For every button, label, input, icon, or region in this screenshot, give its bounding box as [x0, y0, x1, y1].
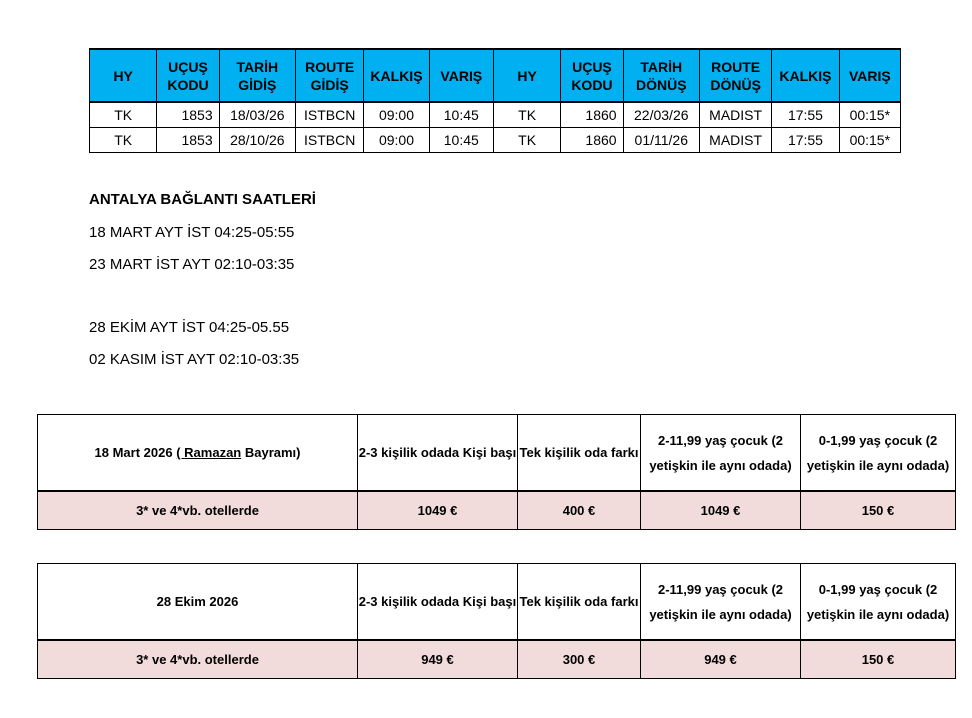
cell-departure: 17:55: [772, 102, 839, 128]
flight-schedule-table: [89, 48, 901, 153]
table-row: [90, 128, 901, 153]
cell-date: 18/03/26: [219, 102, 295, 128]
cell-route: ISTBCN: [296, 102, 364, 128]
cell-departure: 17:55: [772, 128, 839, 153]
price-double-room: 949 €: [358, 640, 518, 679]
price-child: 949 €: [641, 640, 801, 679]
col-header-single-supplement: Tek kişilik oda farkı: [518, 564, 641, 641]
row-label: 3* ve 4*vb. otellerde: [38, 640, 358, 679]
cell-arrival: 00:15*: [839, 128, 900, 153]
col-header: UÇUŞ KODU: [157, 49, 219, 102]
price-table-title: 18 Mart 2026 ( Ramazan Bayramı): [38, 415, 358, 492]
cell-route: MADIST: [699, 102, 771, 128]
price-table-march: [37, 414, 956, 530]
col-header: ROUTE DÖNÜŞ: [699, 49, 771, 102]
cell-arrival: 10:45: [429, 128, 493, 153]
col-header-infant-0-1: 0-1,99 yaş çocuk (2 yetişkin ile aynı odada): [801, 415, 956, 492]
col-header: HY: [493, 49, 560, 102]
connection-line: 23 MART İST AYT 02:10-03:35: [89, 256, 295, 273]
flight-header-row: [90, 49, 901, 102]
price-header-row: [38, 415, 956, 492]
col-header: ROUTE GİDİŞ: [296, 49, 364, 102]
col-header: VARIŞ: [839, 49, 900, 102]
connection-line: 28 EKİM AYT İST 04:25-05.55: [89, 319, 290, 336]
cell-date: 22/03/26: [623, 102, 699, 128]
col-header-child-2-11: 2-11,99 yaş çocuk (2 yetişkin ile aynı odada): [641, 415, 801, 492]
price-infant: 150 €: [801, 640, 956, 679]
col-header: TARİH DÖNÜŞ: [623, 49, 699, 102]
price-table-title: 28 Ekim 2026: [38, 564, 358, 641]
cell-date: 01/11/26: [623, 128, 699, 153]
col-header: VARIŞ: [429, 49, 493, 102]
cell-date: 28/10/26: [219, 128, 295, 153]
price-row: [38, 640, 956, 679]
col-header: UÇUŞ KODU: [561, 49, 623, 102]
price-header-row: [38, 564, 956, 641]
col-header: KALKIŞ: [772, 49, 839, 102]
cell-departure: 09:00: [364, 128, 429, 153]
col-header-single-supplement: Tek kişilik oda farkı: [518, 415, 641, 492]
cell-route: MADIST: [699, 128, 771, 153]
price-double-room: 1049 €: [358, 491, 518, 530]
price-table-october: [37, 563, 956, 679]
col-header-infant-0-1: 0-1,99 yaş çocuk (2 yetişkin ile aynı odada): [801, 564, 956, 641]
col-header-double-room: 2-3 kişilik odada Kişi başı: [358, 564, 518, 641]
price-child: 1049 €: [641, 491, 801, 530]
cell-flight-code: 1860: [561, 128, 623, 153]
col-header: KALKIŞ: [364, 49, 429, 102]
col-header-double-room: 2-3 kişilik odada Kişi başı: [358, 415, 518, 492]
price-single-supplement: 300 €: [518, 640, 641, 679]
price-infant: 150 €: [801, 491, 956, 530]
cell-flight-code: 1853: [157, 128, 219, 153]
col-header: TARİH GİDİŞ: [219, 49, 295, 102]
col-header-child-2-11: 2-11,99 yaş çocuk (2 yetişkin ile aynı odada): [641, 564, 801, 641]
cell-airline: TK: [493, 102, 560, 128]
price-single-supplement: 400 €: [518, 491, 641, 530]
cell-flight-code: 1853: [157, 102, 219, 128]
cell-flight-code: 1860: [561, 102, 623, 128]
cell-airline: TK: [90, 128, 157, 153]
cell-arrival: 00:15*: [839, 102, 900, 128]
cell-arrival: 10:45: [429, 102, 493, 128]
col-header: HY: [90, 49, 157, 102]
cell-departure: 09:00: [364, 102, 429, 128]
table-row: [90, 102, 901, 128]
connections-title: ANTALYA BAĞLANTI SAATLERİ: [89, 191, 316, 208]
cell-route: ISTBCN: [296, 128, 364, 153]
cell-airline: TK: [90, 102, 157, 128]
cell-airline: TK: [493, 128, 560, 153]
row-label: 3* ve 4*vb. otellerde: [38, 491, 358, 530]
connection-line: 02 KASIM İST AYT 02:10-03:35: [89, 351, 300, 368]
connection-line: 18 MART AYT İST 04:25-05:55: [89, 224, 295, 241]
price-row: [38, 491, 956, 530]
